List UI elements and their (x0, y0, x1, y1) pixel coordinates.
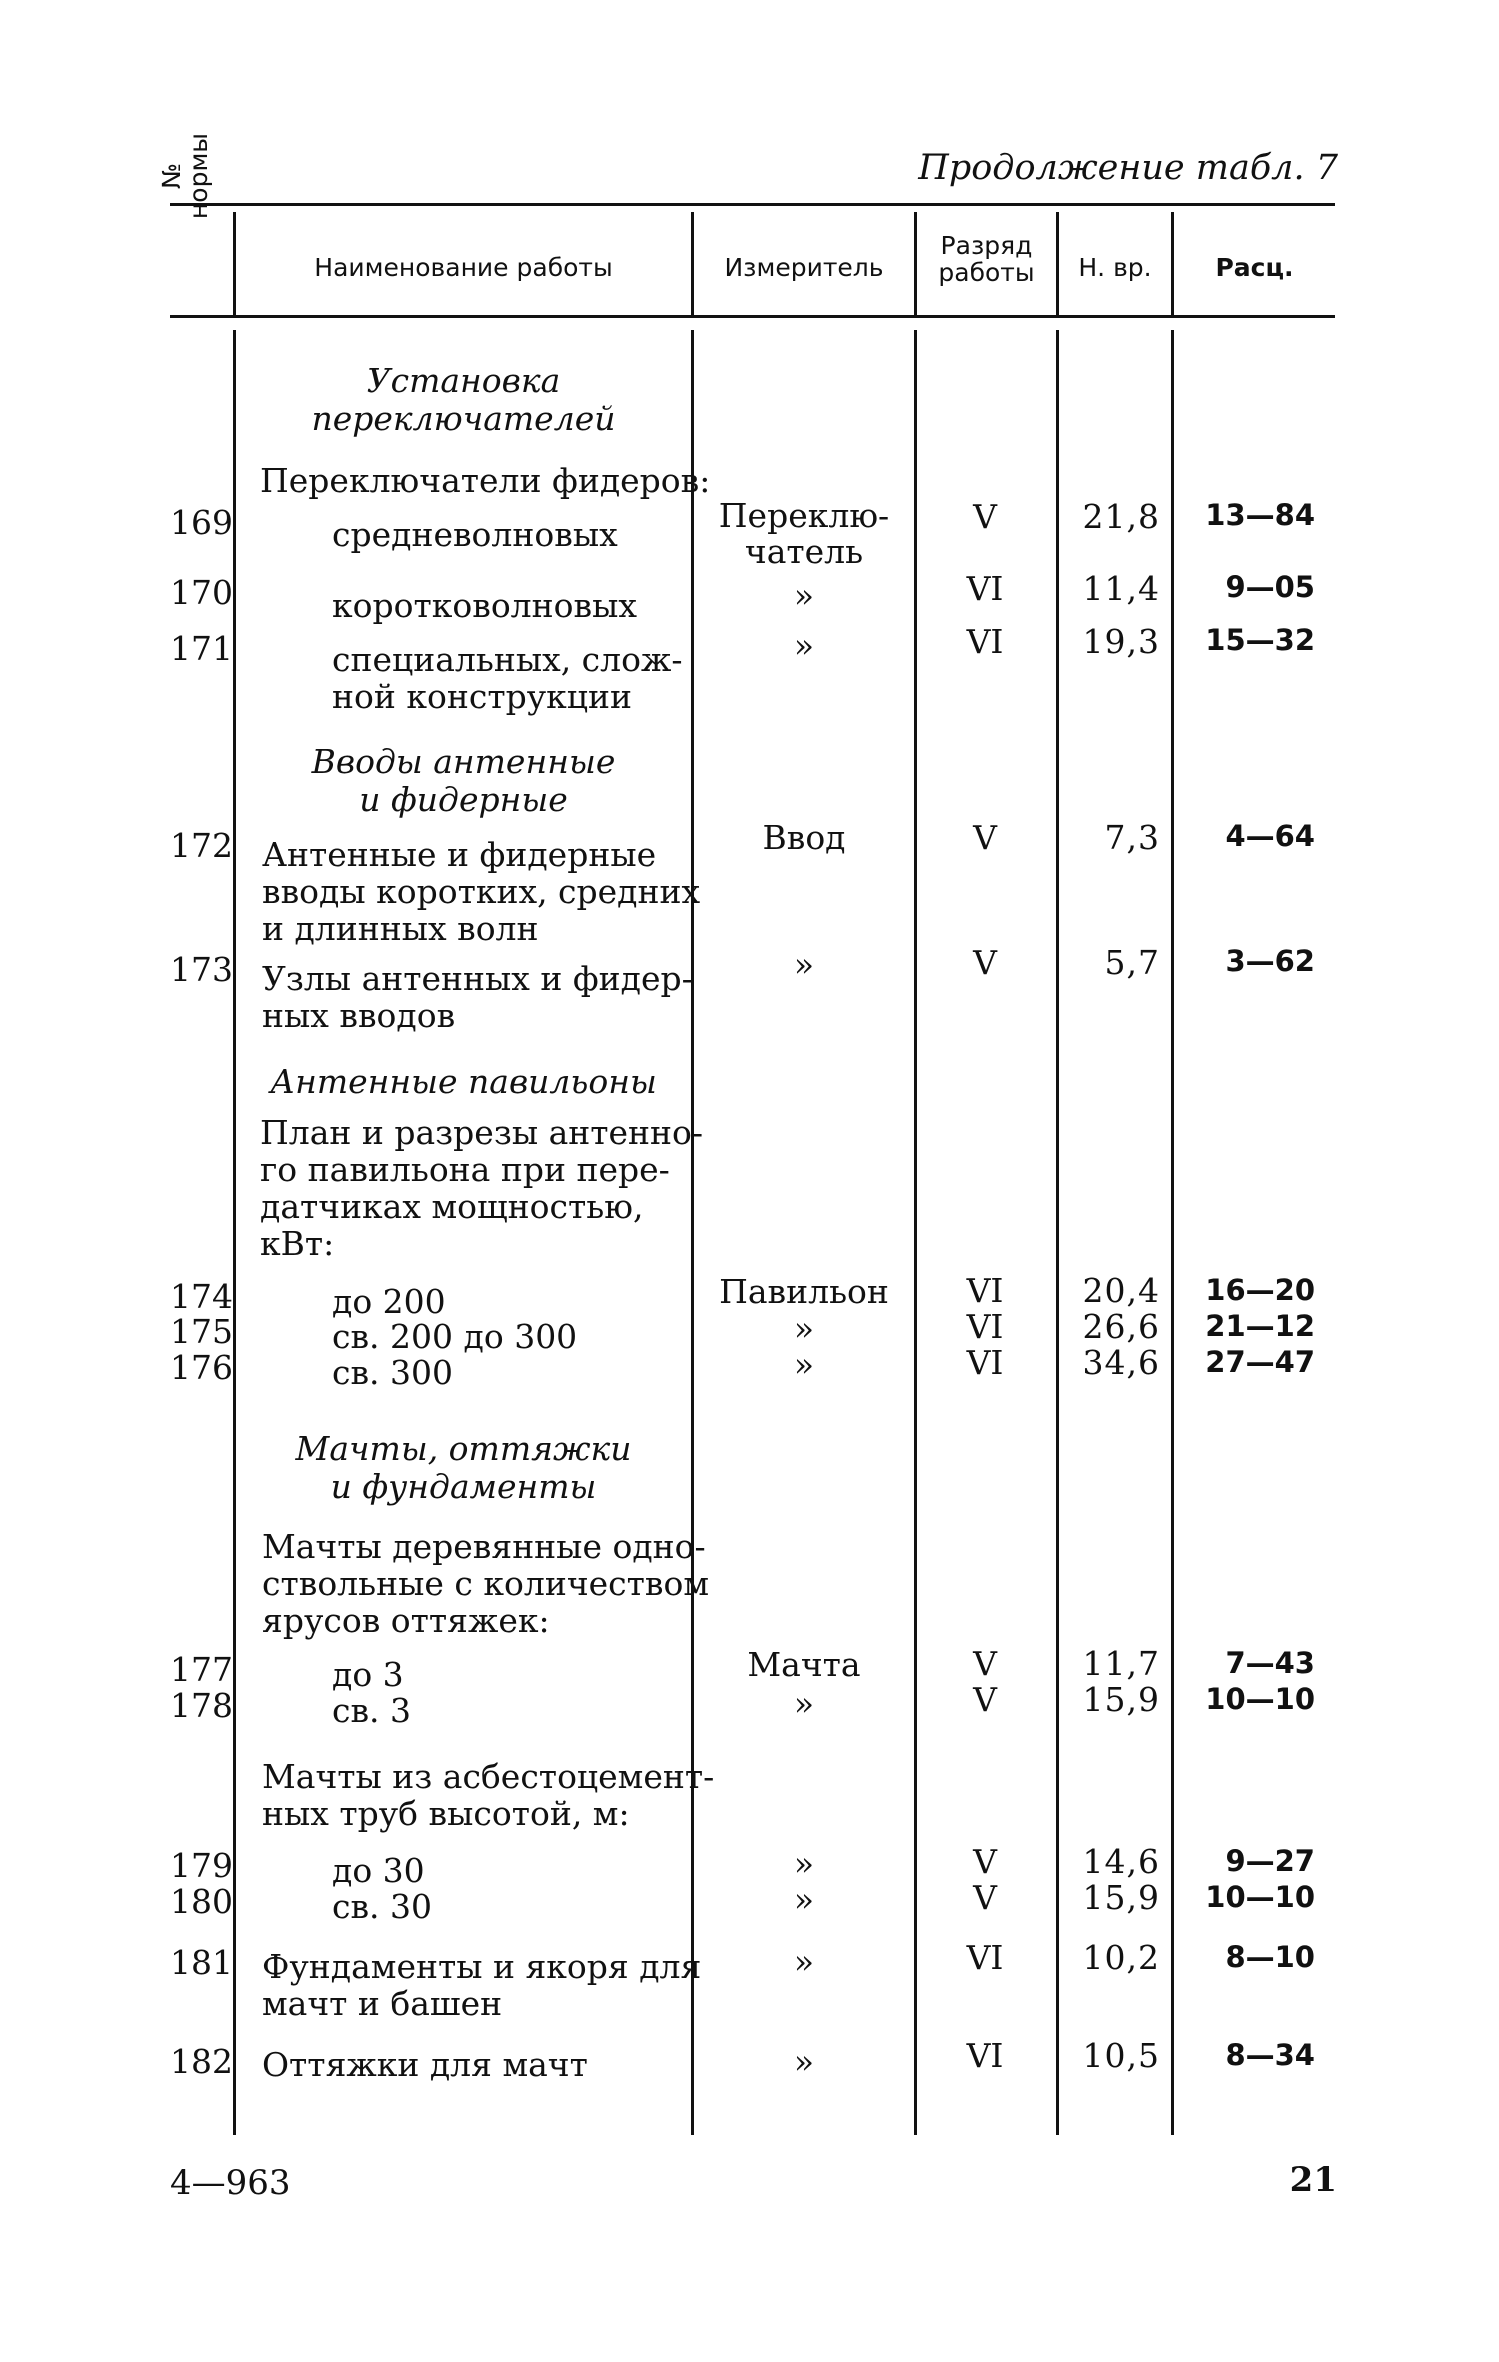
row-norm-time: 19,3 (1082, 622, 1160, 661)
row-norm-time: 21,8 (1082, 497, 1160, 536)
row-number: 175 (170, 1312, 233, 1351)
row-number: 173 (170, 950, 233, 989)
row-rank: V (973, 1644, 997, 1683)
row-number: 177 (170, 1650, 233, 1689)
row-rank: V (973, 943, 997, 982)
row-measure: Мачта (747, 1645, 861, 1684)
row-work-name: Узлы антенных и фидер- ных вводов (262, 959, 693, 1035)
row-rank: V (973, 1680, 997, 1719)
row-norm-time: 14,6 (1082, 1842, 1160, 1881)
row-rate: 9—27 (1225, 1844, 1315, 1878)
row-work-name: св. 300 (332, 1353, 454, 1392)
row-number: 171 (170, 629, 233, 668)
row-work-name: св. 3 (332, 1691, 412, 1730)
row-work-name: до 200 (332, 1282, 446, 1321)
section-heading: Мачты, оттяжки и фундаменты (295, 1429, 632, 1506)
row-rank: VI (966, 1343, 1004, 1382)
header-norm-number: № нормы (157, 132, 213, 220)
body-divider (233, 330, 236, 2135)
row-rank: V (973, 1878, 997, 1917)
row-norm-time: 5,7 (1104, 943, 1160, 982)
row-measure: » (793, 626, 815, 665)
row-norm-time: 10,5 (1082, 2036, 1160, 2075)
row-rate: 7—43 (1225, 1646, 1315, 1680)
row-rate: 21—12 (1205, 1309, 1315, 1343)
row-measure: » (793, 576, 815, 615)
row-work-name: специальных, слож- ной конструкции (332, 640, 683, 716)
row-measure: Переклю- чатель (718, 496, 890, 571)
row-norm-time: 34,6 (1082, 1343, 1160, 1382)
row-work-name: Оттяжки для мачт (262, 2045, 588, 2084)
row-work-name: Фундаменты и якоря для мачт и башен (262, 1947, 702, 2023)
row-measure: Ввод (762, 818, 846, 857)
row-number: 170 (170, 573, 233, 612)
row-measure: » (793, 1345, 815, 1384)
table-continuation-caption: Продолжение табл. 7 (918, 148, 1338, 188)
header-top-rule (170, 203, 1335, 206)
body-divider (914, 330, 917, 2135)
row-rate: 10—10 (1205, 1682, 1315, 1716)
row-work-name: коротковолновых (332, 586, 637, 625)
row-number: 178 (170, 1686, 233, 1725)
row-rate: 15—32 (1205, 623, 1315, 657)
row-rate: 13—84 (1205, 498, 1315, 532)
row-measure: » (793, 1309, 815, 1348)
row-rate: 27—47 (1205, 1345, 1315, 1379)
row-rate: 8—10 (1225, 1940, 1315, 1974)
row-measure: » (793, 1684, 815, 1723)
row-measure: » (793, 1880, 815, 1919)
row-number: 179 (170, 1846, 233, 1885)
row-rate: 8—34 (1225, 2038, 1315, 2072)
row-rate: 3—62 (1225, 944, 1315, 978)
row-work-name: Антенные и фидерные вводы коротких, средних и длинных волн (262, 835, 701, 948)
row-measure: » (793, 945, 815, 984)
row-rank: VI (966, 1307, 1004, 1346)
section-heading: Антенные павильоны (270, 1062, 657, 1101)
row-number: 176 (170, 1348, 233, 1387)
row-norm-time: 26,6 (1082, 1307, 1160, 1346)
row-rank: VI (966, 569, 1004, 608)
row-number: 181 (170, 1943, 233, 1982)
row-norm-time: 7,3 (1104, 818, 1160, 857)
group-caption: Переключатели фидеров: (260, 461, 711, 500)
row-number: 174 (170, 1277, 233, 1316)
header-bottom-rule (170, 315, 1335, 318)
section-heading: Установка переключателей (311, 361, 616, 438)
group-caption: Мачты деревянные одно- ствольные с количеством ярусов оттяжек: (262, 1527, 710, 1640)
row-norm-time: 11,7 (1082, 1644, 1160, 1683)
row-number: 180 (170, 1882, 233, 1921)
header-rate: Расц. (1215, 253, 1294, 282)
header-work-name: Наименование работы (314, 253, 613, 282)
row-measure: » (793, 2042, 815, 2081)
row-number: 182 (170, 2042, 233, 2081)
row-rank: VI (966, 622, 1004, 661)
row-rate: 4—64 (1225, 819, 1315, 853)
row-measure: Павильон (719, 1272, 889, 1311)
section-heading: Вводы антенные и фидерные (311, 742, 616, 819)
group-caption: План и разрезы антенно- го павильона при пере- датчиках мощностью, кВт: (260, 1113, 704, 1263)
header-rank: Разряд работы (938, 231, 1035, 287)
row-rank: V (973, 497, 997, 536)
row-measure: » (793, 1942, 815, 1981)
row-norm-time: 11,4 (1082, 569, 1160, 608)
row-rate: 10—10 (1205, 1880, 1315, 1914)
row-norm-time: 15,9 (1082, 1878, 1160, 1917)
header-norm-time: Н. вр. (1078, 253, 1152, 282)
row-number: 172 (170, 826, 233, 865)
row-measure: » (793, 1844, 815, 1883)
row-rank: VI (966, 1938, 1004, 1977)
page-number: 21 (1289, 2160, 1337, 2200)
row-work-name: средневолновых (332, 515, 618, 554)
row-work-name: св. 30 (332, 1887, 433, 1926)
row-norm-time: 15,9 (1082, 1680, 1160, 1719)
row-rank: VI (966, 2036, 1004, 2075)
row-number: 169 (170, 503, 233, 542)
row-work-name: св. 200 до 300 (332, 1317, 578, 1356)
row-rank: V (973, 818, 997, 857)
row-rank: VI (966, 1271, 1004, 1310)
row-norm-time: 20,4 (1082, 1271, 1160, 1310)
row-work-name: до 3 (332, 1655, 404, 1694)
row-rate: 16—20 (1205, 1273, 1315, 1307)
page-footer-signature: 4—963 (170, 2163, 291, 2203)
group-caption: Мачты из асбестоцемент- ных труб высотой, м: (262, 1757, 715, 1833)
row-rank: V (973, 1842, 997, 1881)
row-work-name: до 30 (332, 1851, 425, 1890)
row-rate: 9—05 (1225, 570, 1315, 604)
header-measure: Измеритель (724, 253, 884, 282)
row-norm-time: 10,2 (1082, 1938, 1160, 1977)
